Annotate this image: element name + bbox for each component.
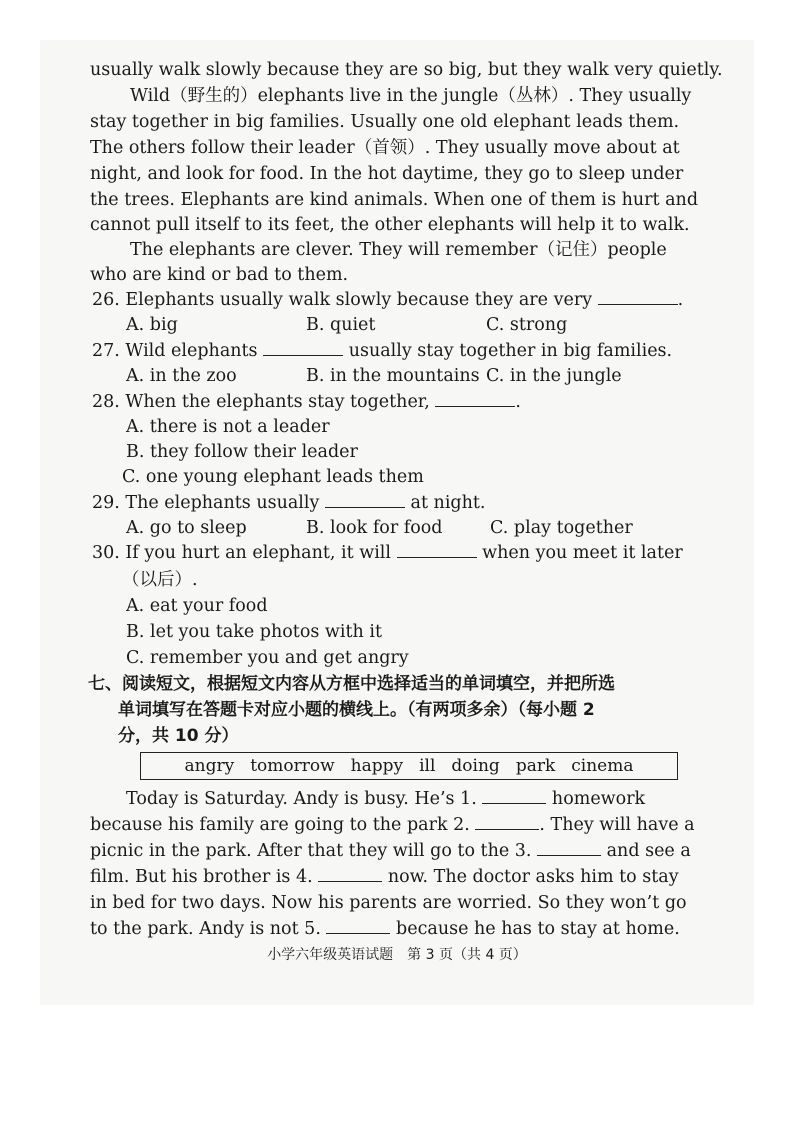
cloze-line: [90, 839, 708, 863]
cloze-text: because his family are going to the park 2.: [90, 815, 470, 835]
cloze-line: [90, 917, 708, 941]
cloze-text: . They will have a: [539, 815, 695, 835]
answer-blank[interactable]: [435, 392, 515, 407]
question-30-cont: （以后）.: [122, 570, 198, 590]
option-a[interactable]: A. in the zoo: [126, 366, 237, 386]
section-heading: 单词填写在答题卡对应小题的横线上。（有两项多余）（每小题 2: [118, 700, 595, 720]
cloze-text: film. But his brother is 4.: [90, 867, 313, 887]
answer-blank[interactable]: [475, 815, 539, 830]
question-stem: 28. When the elephants stay together,: [92, 392, 430, 412]
question-end: .: [677, 290, 684, 310]
option-b[interactable]: B. quiet: [306, 315, 376, 335]
option-a[interactable]: A. there is not a leader: [126, 417, 330, 437]
answer-blank[interactable]: [263, 341, 343, 356]
answer-blank[interactable]: [537, 841, 601, 856]
cloze-line: in bed for two days. Now his parents are worried. So they won’t go: [90, 893, 687, 913]
question-stem: 26. Elephants usually walk slowly because they are very: [92, 290, 593, 310]
cloze-text: and see a: [606, 841, 691, 861]
word-option: tomorrow: [250, 756, 335, 776]
answer-blank[interactable]: [397, 543, 477, 558]
option-b[interactable]: B. they follow their leader: [126, 442, 358, 462]
option-a[interactable]: A. go to sleep: [126, 518, 247, 538]
question-stem-cont: at night.: [410, 493, 486, 513]
options-29: [126, 516, 708, 540]
answer-blank[interactable]: [598, 290, 678, 305]
answer-blank[interactable]: [318, 867, 382, 882]
question-30: [92, 541, 708, 565]
answer-blank[interactable]: [482, 789, 546, 804]
passage-line: stay together in big families. Usually one old elephant leads them.: [90, 112, 680, 132]
options-27: [126, 364, 708, 388]
cloze-text: to the park. Andy is not 5.: [90, 919, 321, 939]
question-stem: 30. If you hurt an elephant, it will: [92, 543, 391, 563]
question-28: [92, 390, 708, 414]
passage-line: Wild（野生的）elephants live in the jungle（丛林）. They usually: [130, 86, 692, 106]
option-c[interactable]: C. remember you and get angry: [126, 648, 409, 668]
option-c[interactable]: C. play together: [490, 518, 633, 538]
option-a[interactable]: A. eat your food: [126, 596, 268, 616]
question-stem: 27. Wild elephants: [92, 341, 258, 361]
word-option: angry: [184, 756, 235, 776]
passage-line: The others follow their leader（首领）. They usually move about at: [90, 138, 680, 158]
question-stem: 29. The elephants usually: [92, 493, 320, 513]
question-26: [92, 288, 708, 312]
question-27: [92, 339, 708, 363]
word-box: [140, 752, 678, 780]
word-option: ill: [419, 756, 436, 776]
passage-line: who are kind or bad to them.: [90, 265, 349, 285]
cloze-text: now. The doctor asks him to stay: [387, 867, 679, 887]
passage-line: cannot pull itself to its feet, the other elephants will help it to walk.: [90, 215, 690, 235]
option-b[interactable]: B. in the mountains: [306, 366, 480, 386]
option-b[interactable]: B. let you take photos with it: [126, 622, 382, 642]
option-c[interactable]: C. strong: [486, 315, 568, 335]
cloze-line: [90, 813, 708, 837]
page-footer: 小学六年级英语试题 第 3 页（共 4 页）: [267, 947, 527, 963]
option-b[interactable]: B. look for food: [306, 518, 443, 538]
cloze-text: homework: [551, 789, 646, 809]
passage-line: The elephants are clever. They will remember（记住）people: [130, 240, 667, 260]
option-a[interactable]: A. big: [126, 315, 178, 335]
cloze-text: picnic in the park. After that they will go to the 3.: [90, 841, 532, 861]
question-end: .: [515, 392, 521, 412]
cloze-text: Today is Saturday. Andy is busy. He’s 1.: [126, 789, 477, 809]
answer-blank[interactable]: [326, 919, 390, 934]
cloze-line: [126, 787, 708, 811]
word-option: doing: [451, 756, 500, 776]
option-c[interactable]: C. one young elephant leads them: [122, 467, 424, 487]
answer-blank[interactable]: [325, 493, 405, 508]
passage-line: night, and look for food. In the hot daytime, they go to sleep under: [90, 164, 684, 184]
word-option: park: [515, 756, 556, 776]
options-26: [126, 313, 708, 337]
passage-line: usually walk slowly because they are so big, but they walk very quietly.: [90, 60, 723, 80]
question-29: [92, 491, 708, 515]
passage-line: the trees. Elephants are kind animals. When one of them is hurt and: [90, 190, 699, 210]
option-c[interactable]: C. in the jungle: [486, 366, 622, 386]
section-heading: 七、阅读短文，根据短文内容从方框中选择适当的单词填空，并把所选: [88, 674, 615, 694]
word-option: happy: [350, 756, 404, 776]
word-option: cinema: [571, 756, 634, 776]
cloze-line: [90, 865, 708, 889]
section-heading: 分，共 10 分）: [118, 726, 239, 746]
question-stem-cont: usually stay together in big families.: [348, 341, 673, 361]
cloze-text: because he has to stay at home.: [396, 919, 680, 939]
question-stem-cont: when you meet it later: [482, 543, 683, 563]
